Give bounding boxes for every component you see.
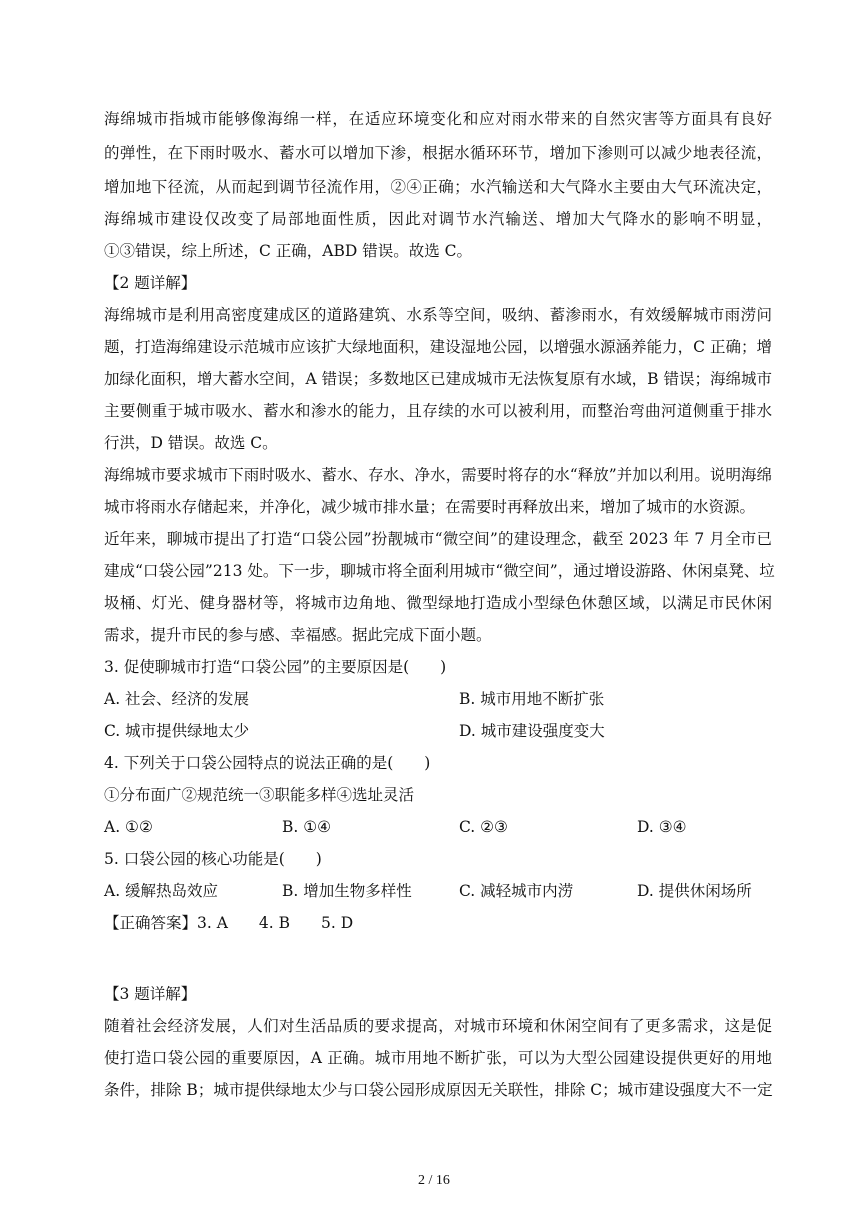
intro-line: 建成“口袋公园”213 处。下一步，聊城市将全面利用城市“微空间”，通过增设游路、休闲桌凳、垃 [104,562,775,580]
q5-option-c: C. 减轻城市内涝 [459,882,574,900]
para1-line: 海绵城市指城市能够像海绵一样，在适应环境变化和应对雨水带来的自然灾害等方面具有良好 [104,110,772,128]
q4-items: ①分布面广②规范统一③职能多样④选址灵活 [104,786,415,804]
question-5-stem: 5. 口袋公园的核心功能是( ) [104,850,322,868]
intro-line: 需求，提升市民的参与感、幸福感。据此完成下面小题。 [104,626,492,644]
para2-line: 加绿化面积，增大蓄水空间，A 错误；多数地区已建成城市无法恢复原有水域，B 错误；海绵城市 [104,370,772,388]
q5-option-d: D. 提供休闲场所 [637,882,752,900]
q3-option-c: C. 城市提供绿地太少 [104,722,250,740]
q5-option-a: A. 缓解热岛效应 [104,882,219,900]
para2-line: 行洪，D 错误。故选 C。 [104,434,278,452]
q4-option-a: A. ①② [104,818,153,836]
q3-option-a: A. 社会、经济的发展 [104,690,250,708]
para1-line: 的弹性，在下雨时吸水、蓄水可以增加下渗，根据水循环环节，增加下渗则可以减少地表径流， [104,144,772,162]
para1-line: 海绵城市建设仅改变了局部地面性质，因此对调节水汽输送、增加大气降水的影响不明显， [104,210,772,228]
para4-line: 随着社会经济发展，人们对生活品质的要求提高，对城市环境和休闲空间有了更多需求，这是促 [104,1017,772,1035]
para1-line: ①③错误，综上所述，C 正确，ABD 错误。故选 C。 [104,242,473,260]
q4-option-c: C. ②③ [459,818,508,836]
q5-option-b: B. 增加生物多样性 [282,882,412,900]
q4-option-b: B. ①④ [282,818,332,836]
answer-key: 【正确答案】3. A 4. B 5. D [104,914,354,932]
para4-line: 条件，排除 B；城市提供绿地太少与口袋公园形成原因无关联性，排除 C；城市建设强度大不一定 [104,1081,773,1099]
page-number: 2 / 16 [418,1173,450,1188]
para3-line: 城市将雨水存储起来，并净化，减少城市排水量；在需要时再释放出来，增加了城市的水资源。 [104,498,756,516]
para3-line: 海绵城市要求城市下雨时吸水、蓄水、存水、净水，需要时将存的水“释放”并加以利用。说明海绵 [104,466,772,484]
para1-line: 增加地下径流，从而起到调节径流作用，②④正确；水汽输送和大气降水主要由大气环流决定， [104,178,772,196]
para2-line: 主要侧重于城市吸水、蓄水和渗水的能力，且存续的水可以被利用，而整治弯曲河道侧重于排水 [104,402,772,420]
q3-option-d: D. 城市建设强度变大 [459,722,605,740]
question-3-stem: 3. 促使聊城市打造“口袋公园”的主要原因是( ) [104,658,447,676]
para4-line: 使打造口袋公园的重要原因，A 正确。城市用地不断扩张，可以为大型公园建设提供更好的用地 [104,1049,772,1067]
q4-option-d: D. ③④ [637,818,687,836]
section-heading-q2: 【2 题详解】 [104,274,197,292]
section-heading-q3: 【3 题详解】 [104,985,197,1003]
para2-line: 海绵城市是利用高密度建成区的道路建筑、水系等空间，吸纳、蓄渗雨水，有效缓解城市雨涝问 [104,306,772,324]
intro-line: 近年来，聊城市提出了打造“口袋公园”扮靓城市“微空间”的建设理念，截至 2023 年 7 月全市已 [104,530,772,548]
q3-option-b: B. 城市用地不断扩张 [459,690,605,708]
question-4-stem: 4. 下列关于口袋公园特点的说法正确的是( ) [104,754,431,772]
intro-line: 圾桶、灯光、健身器材等，将城市边角地、微型绿地打造成小型绿色休憩区域，以满足市民休闲 [104,594,772,612]
para2-line: 题，打造海绵建设示范城市应该扩大绿地面积，建设湿地公园，以增强水源涵养能力，C 正确；增 [104,338,772,356]
